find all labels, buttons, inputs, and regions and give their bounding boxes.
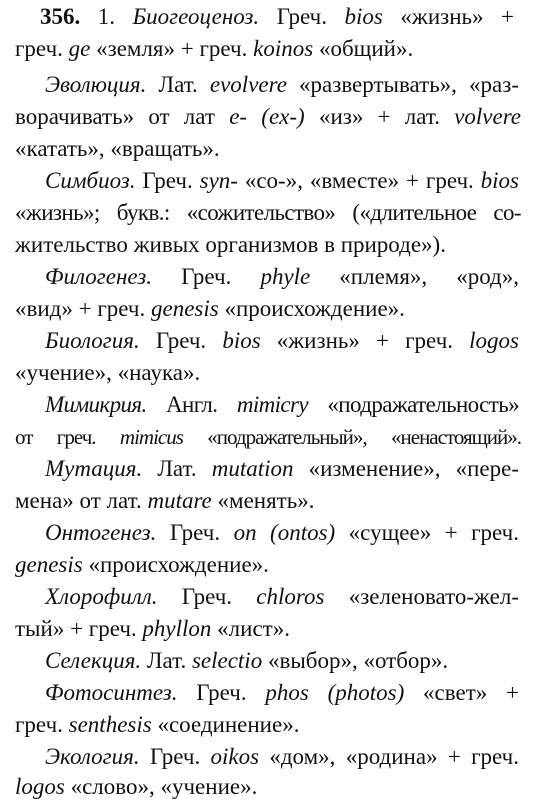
entry-term: Мимикрия. [45,392,147,417]
entry-term: Эволюция. [45,72,147,97]
textbook-page: 356. 1. Биогеоценоз. Греч. bios «жизнь» + греч. ge «земля» + греч. koinos «общий». Эволюция. Лат. evolvere «развертывать», «раз- ворачивать» от лат e- (ex-) «из» + лат. volvere «катать», «вращать». Симбиоз. Греч. syn- «со-», «вместе» + греч. bios «жизнь»; букв.: «сожительство» («длительное со- жительство живых организмов в природе»). Филогенез. Греч. phyle «племя», «род», «вид» + греч. genesis «происхождение». Биология. Греч. bios «жизнь» + греч. logos «учение», «наука». Мимикрия. Англ. mimicry «подражательность» от греч. mimicus «подражательный», «ненастоящий». Мутация. Лат. mutation «изменение», «пере- мена» от лат. mutare «менять». Онтогенез. Греч. on (ontos) «сущее» + греч. genesis «происхождение». Хлорофилл. Греч. chloros «зеленовато-жел- тый» + греч. phyllon «лист». Селекция. Лат. selectio «выбор», «отбор». Фотосинтез. Греч. phos (photos) «свет» + греч. senthesis «соединение». Экология. Греч. oikos «дом», «родина» + греч. logos «слово», «учение». [15,4,522,799]
entry-term: Мутация. [45,456,143,481]
exercise-number: 356. [40,4,81,29]
entry-term: Филогенез. [45,264,153,289]
entry-term: Биология. [45,328,140,353]
entry-term: Селекция. [45,648,142,673]
item-number: 1. [97,4,116,29]
entry-term: Биогеоценоз. [132,4,260,29]
entry-term: Фотосинтез. [45,680,178,705]
entry-term: Экология. [45,744,140,769]
entry-term: Хлорофилл. [45,584,158,609]
entry-term: Онтогенез. [45,520,157,545]
entry-term: Симбиоз. [45,168,136,193]
